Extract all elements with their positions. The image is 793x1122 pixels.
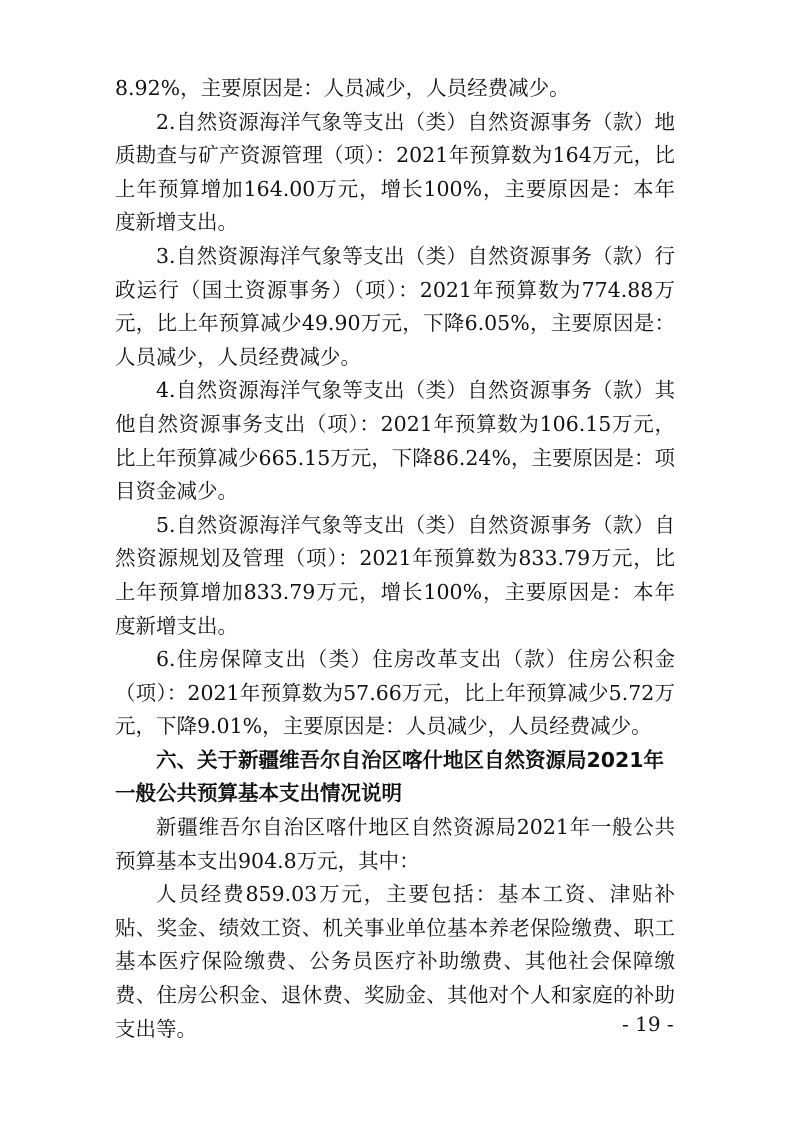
paragraph-2: 2.自然资源海洋气象等支出（类）自然资源事务（款）地质勘查与矿产资源管理（项）：2021年预算数为164万元，比上年预算增加164.00万元，增长100%，主要原因是：本年度新增支出。 bbox=[115, 109, 675, 235]
paragraph-4: 4.自然资源海洋气象等支出（类）自然资源事务（款）其他自然资源事务支出（项）：2021年预算数为106.15万元，比上年预算减少665.15万元，下降86.24%，主要原因是：项目资金减少。 bbox=[115, 378, 675, 504]
paragraph-1: 8.92%，主要原因是：人员减少，人员经费减少。 bbox=[115, 76, 570, 100]
personnel-expense-paragraph: 人员经费859.03万元，主要包括：基本工资、津贴补贴、奖金、绩效工资、机关事业单位基本养老保险缴费、职工基本医疗保险缴费、公务员医疗补助缴费、其他社会保障缴费、住房公积金、退休费、奖励金、其他对个人和家庭的补助支出等。 bbox=[115, 882, 675, 1041]
page-content bbox=[115, 72, 675, 1046]
section-heading: 六、关于新疆维吾尔自治区喀什地区自然资源局2021年一般公共预算基本支出情况说明 bbox=[115, 747, 665, 806]
paragraph-3: 3.自然资源海洋气象等支出（类）自然资源事务（款）行政运行（国土资源事务）（项）：2021年预算数为774.88万元，比上年预算减少49.90万元，下降6.05%，主要原因是：人员减少，人员经费减少。 bbox=[115, 243, 675, 369]
paragraph-6: 6.住房保障支出（类）住房改革支出（款）住房公积金（项）：2021年预算数为57.66万元，比上年预算减少5.72万元，下降9.01%，主要原因是：人员减少，人员经费减少。 bbox=[115, 647, 675, 739]
page-number: - 19 - bbox=[622, 1012, 674, 1036]
paragraph-5: 5.自然资源海洋气象等支出（类）自然资源事务（款）自然资源规划及管理（项）：2021年预算数为833.79万元，比上年预算增加833.79万元，增长100%，主要原因是：本年度新增支出。 bbox=[115, 512, 675, 638]
basic-expenditure-paragraph: 新疆维吾尔自治区喀什地区自然资源局2021年一般公共预算基本支出904.8万元，其中： bbox=[115, 815, 675, 873]
